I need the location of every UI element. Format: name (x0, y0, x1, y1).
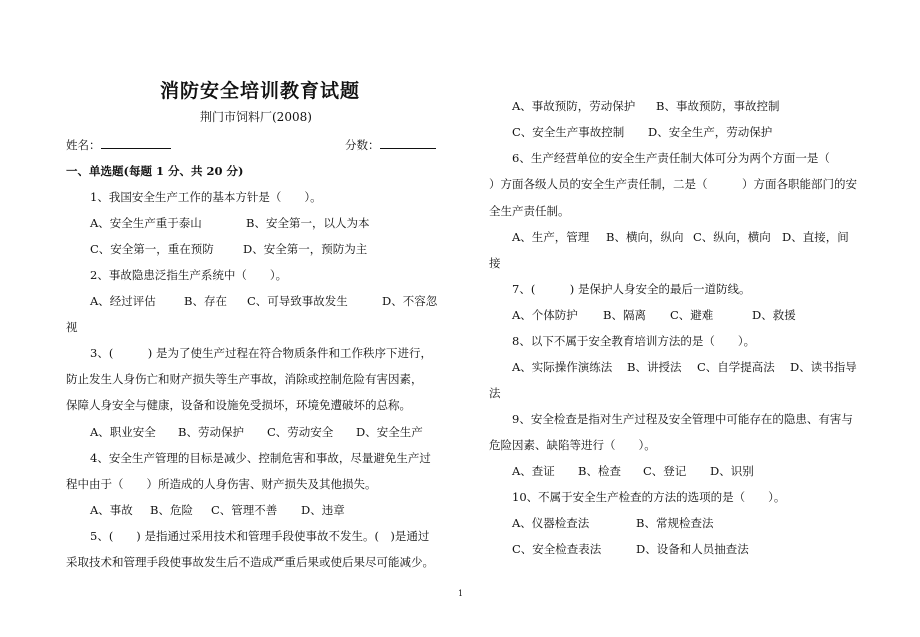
question-3-line3: 保障人身安全与健康，设备和设施免受损坏，环境免遭破坏的总称。 (66, 398, 411, 412)
option: A、查证 (512, 464, 555, 478)
option: A、安全生产重于泰山 (90, 216, 202, 230)
question-9-options (512, 463, 754, 479)
option: B、存在 (184, 294, 227, 308)
question-1-options-row2 (90, 241, 367, 257)
option: B、检查 (578, 464, 621, 478)
page-title: 消防安全培训教育试题 (160, 80, 361, 102)
option: B、常规检查法 (636, 516, 714, 530)
section-heading: 一、单选题(每题 1 分、共 20 分) (66, 164, 244, 178)
question-3-line2: 防止发生人身伤亡和财产损失等生产事故，消除或控制危险有害因素， (66, 372, 423, 386)
name-label: 姓名： (66, 138, 101, 152)
option: A、经过评估 (90, 294, 156, 308)
question-2-continuation: 视 (66, 320, 78, 334)
question-5-options-row2 (512, 124, 772, 140)
question-1-options-row1 (90, 215, 369, 231)
question-8: 8、以下不属于安全教育培训方法的是（ ）。 (512, 334, 756, 348)
question-1: 1、我国安全生产工作的基本方针是（ ）。 (90, 190, 322, 204)
option: A、职业安全 (90, 425, 156, 439)
option: C、自学提高法 (697, 360, 775, 374)
question-5-line1: 5、( ) 是指通过采用技术和管理手段使事故不发生。( )是通过 (90, 529, 430, 543)
option: C、管理不善 (211, 503, 278, 517)
option: C、安全检查表法 (512, 542, 602, 556)
name-field (66, 137, 171, 153)
question-4-options (90, 502, 345, 518)
question-4-line2: 程中由于（ ）所造成的人身伤害、财产损失及其他损失。 (66, 477, 377, 491)
option: C、可导致事故发生 (247, 294, 348, 308)
question-10-options-row1 (512, 515, 713, 531)
option: C、避难 (670, 308, 714, 322)
score-blank (380, 138, 436, 149)
option: A、生产，管理 (512, 230, 590, 244)
question-8-continuation: 法 (489, 386, 501, 400)
option: B、横向，纵向 (606, 230, 684, 244)
question-3-line1: 3、( ) 是为了使生产过程在符合物质条件和工作秩序下进行， (90, 346, 432, 360)
option: B、讲授法 (627, 360, 682, 374)
option: C、登记 (643, 464, 687, 478)
page-number: 1 (458, 589, 464, 598)
question-4-line1: 4、安全生产管理的目标是减少、控制危害和事故，尽量避免生产过 (90, 451, 431, 465)
option: B、危险 (150, 503, 193, 517)
option: D、不容忽 (382, 294, 438, 308)
score-field (345, 137, 436, 153)
question-6-continuation: 接 (489, 256, 501, 270)
option: C、纵向，横向 (693, 230, 771, 244)
option: D、安全生产 (356, 425, 423, 439)
question-7-options (512, 307, 796, 323)
question-8-options (512, 359, 857, 375)
question-5-options-row1 (512, 98, 779, 114)
question-10: 10、不属于安全生产检查的方法的选项的是（ ）。 (512, 490, 786, 504)
option: B、安全第一，以人为本 (246, 216, 370, 230)
question-9-line1: 9、安全检查是指对生产过程及安全管理中可能存在的隐患、有害与 (512, 412, 853, 426)
option: D、救援 (752, 308, 796, 322)
question-7: 7、( ) 是保护人身安全的最后一道防线。 (512, 282, 751, 296)
option: D、读书指导 (790, 360, 857, 374)
question-9-line2: 危险因素、缺陷等进行（ ）。 (489, 438, 656, 452)
score-label: 分数： (345, 138, 380, 152)
question-10-options-row2 (512, 541, 749, 557)
question-5-line2: 采取技术和管理手段使事故发生后不造成严重后果或使后果尽可能减少。 (66, 555, 434, 569)
option: C、安全生产事故控制 (512, 125, 625, 139)
option: A、仪器检查法 (512, 516, 590, 530)
question-6-options (512, 229, 849, 245)
option: C、劳动安全 (267, 425, 334, 439)
option: D、违章 (301, 503, 345, 517)
name-blank (101, 138, 171, 149)
option: B、劳动保护 (178, 425, 244, 439)
question-2-options (90, 293, 437, 309)
option: D、安全第一，预防为主 (243, 242, 368, 256)
question-3-options (90, 424, 423, 440)
page-subtitle: 荆门市饲料厂(2008) (200, 110, 312, 124)
option: D、设备和人员抽查法 (636, 542, 749, 556)
option: B、事故预防，事故控制 (656, 99, 780, 113)
option: D、识别 (710, 464, 754, 478)
question-6-line2: ）方面各级人员的安全生产责任制，二是（ ）方面各职能部门的安 (489, 177, 857, 191)
option: D、直接，间 (782, 230, 849, 244)
question-6-line3: 全生产责任制。 (489, 204, 570, 218)
option: A、个体防护 (512, 308, 578, 322)
option: A、事故预防，劳动保护 (512, 99, 636, 113)
option: C、安全第一，重在预防 (90, 242, 214, 256)
option: A、事故 (90, 503, 133, 517)
question-2: 2、事故隐患泛指生产系统中（ ）。 (90, 268, 288, 282)
option: D、安全生产，劳动保护 (648, 125, 773, 139)
question-6-line1: 6、生产经营单位的安全生产责任制大体可分为两个方面一是（ (512, 151, 830, 165)
option: B、隔离 (603, 308, 646, 322)
option: A、实际操作演练法 (512, 360, 613, 374)
